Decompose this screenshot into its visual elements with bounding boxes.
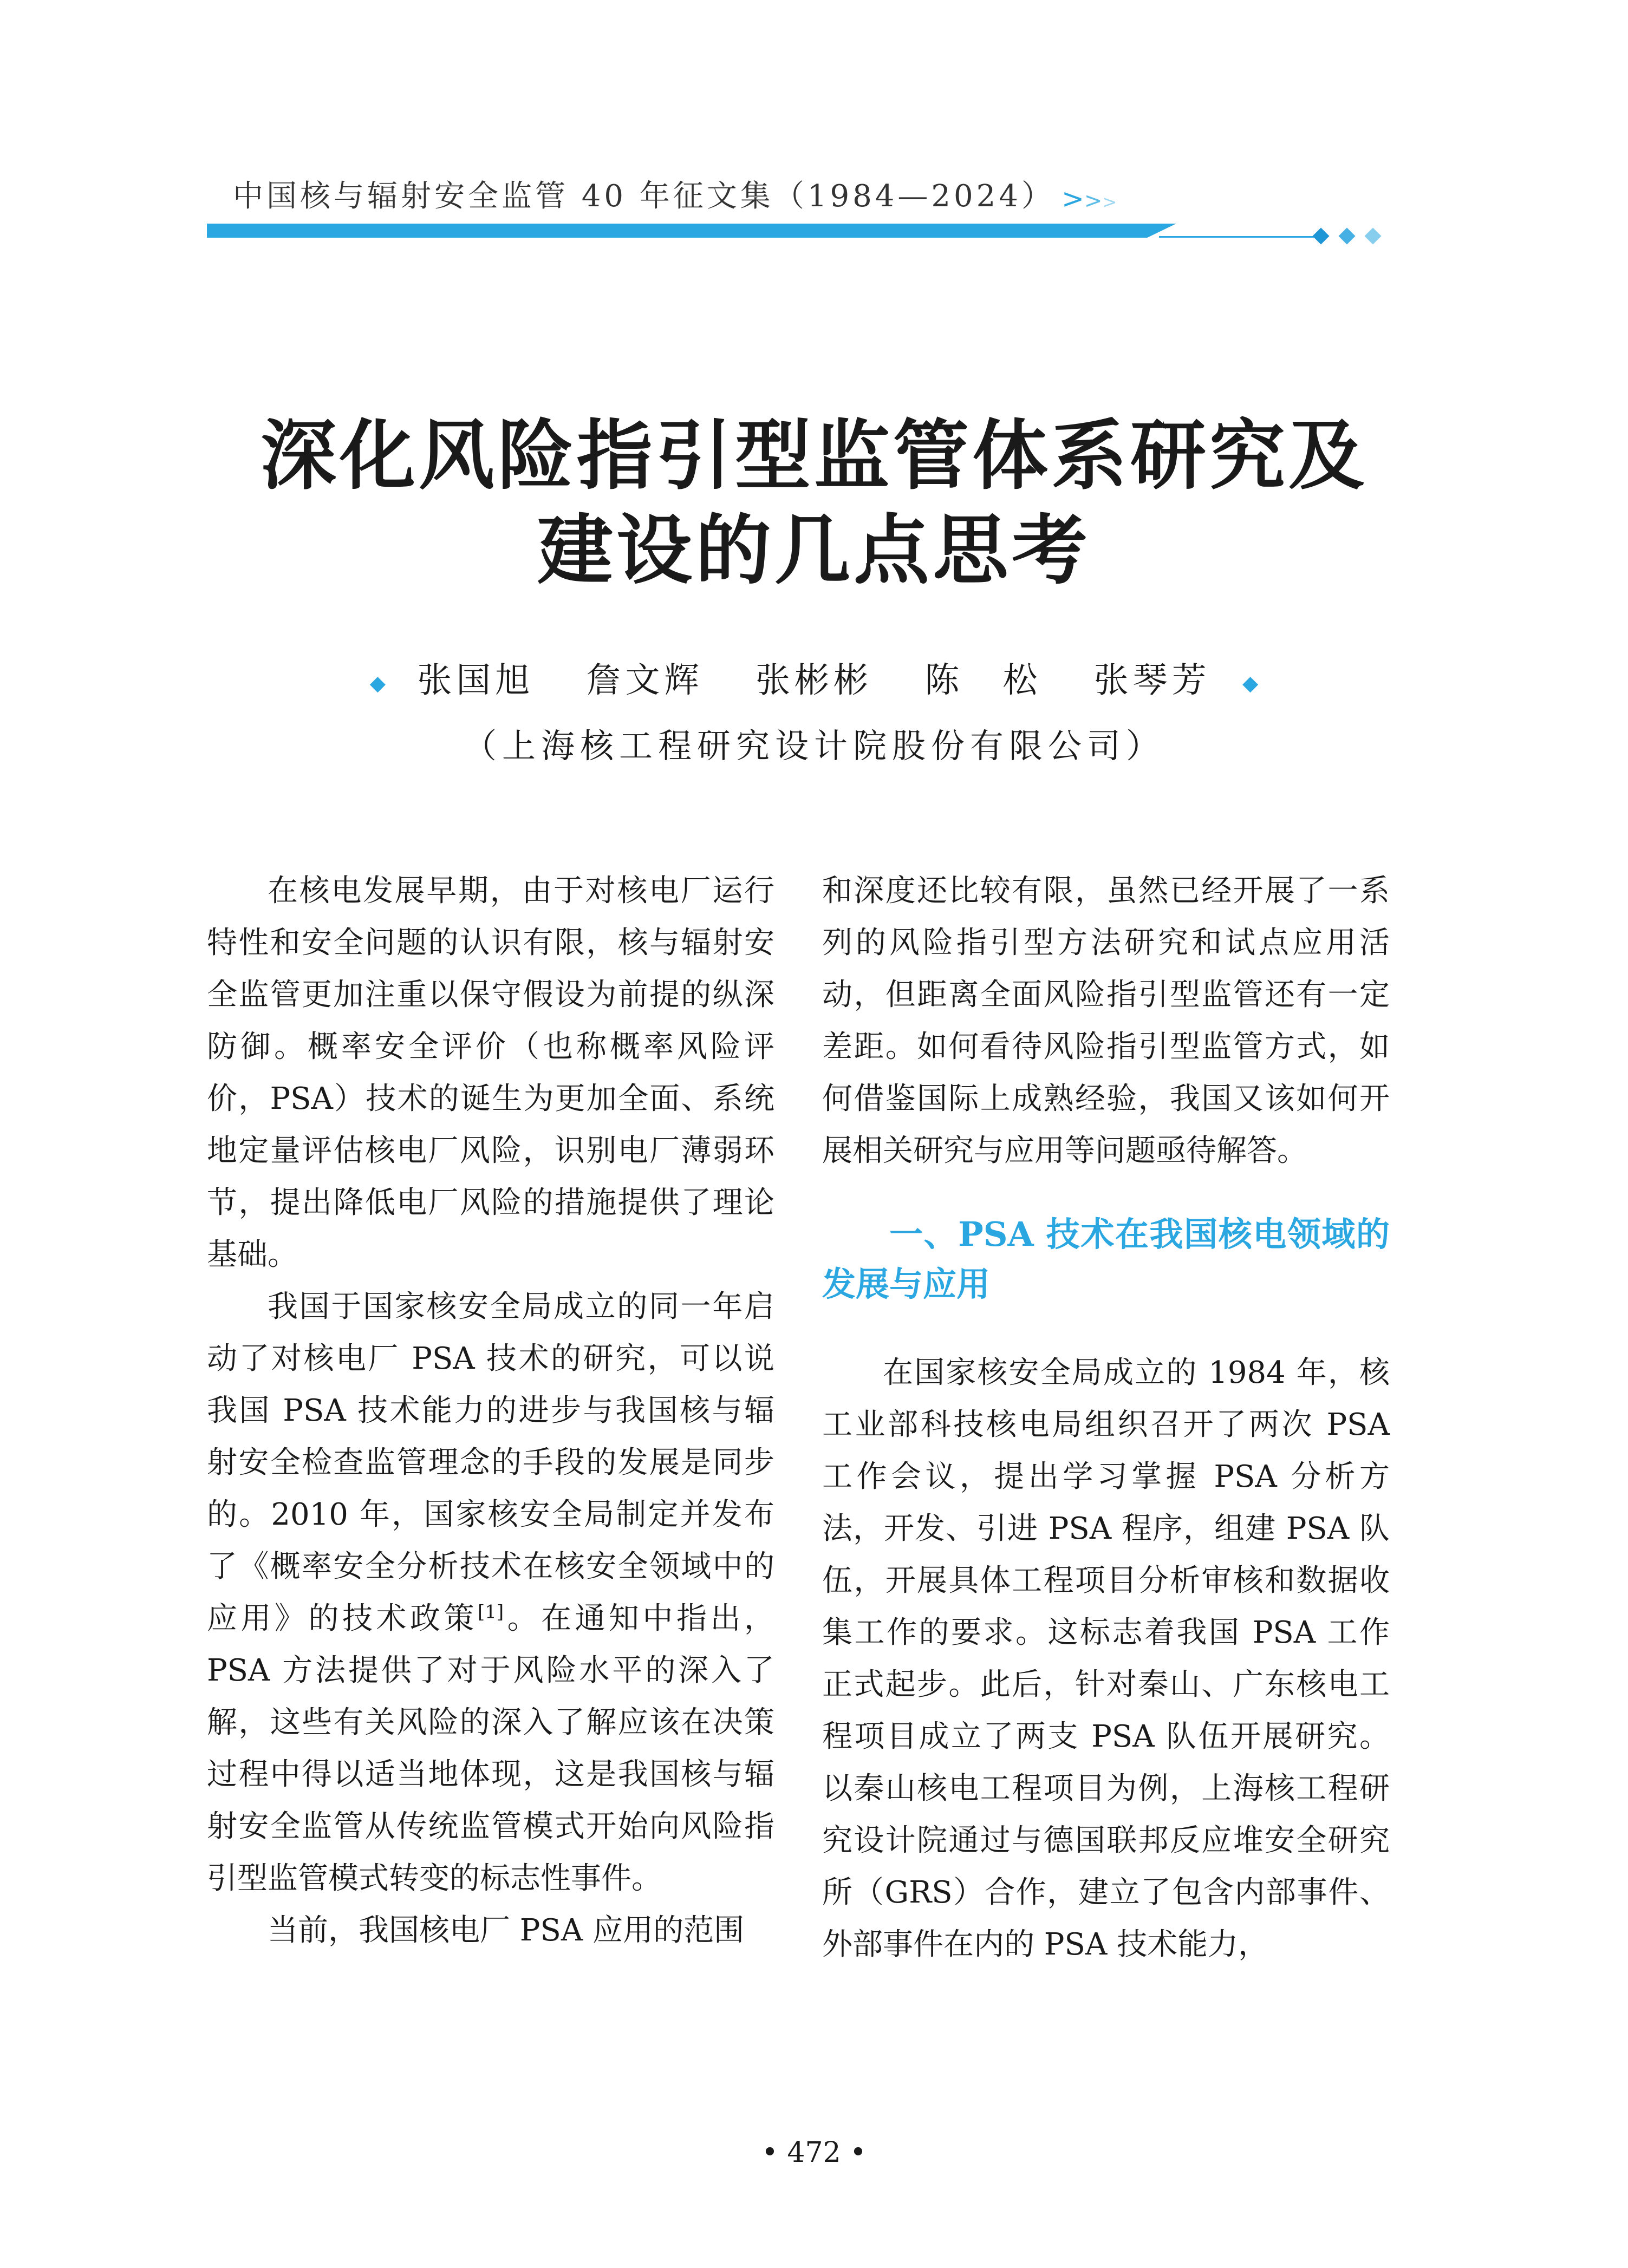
left-column bbox=[207, 865, 774, 1957]
diamond-bullet-icon: ◆ bbox=[369, 671, 386, 695]
arrow-small-icon: > bbox=[1102, 192, 1117, 212]
diamond-icon bbox=[1364, 227, 1381, 244]
body-paragraph-continued: 和深度还比较有限，虽然已经开展了一系列的风险指引型方法研究和试点应用活动，但距离全面风险指引型监管还有一定差距。如何看待风险指引型监管方式，如何借鉴国际上成熟经验，我国又该如何开展相关研究与应用等问题亟待解答。 bbox=[822, 873, 1390, 1168]
right-column bbox=[822, 865, 1390, 1971]
author-name: 陈 松 bbox=[924, 661, 1042, 701]
arrow-medium-icon: > bbox=[1084, 188, 1103, 213]
page-number: • 472 • bbox=[761, 2136, 867, 2169]
diamond-icon bbox=[1312, 227, 1329, 244]
author-list bbox=[0, 652, 1628, 702]
article-title-line-2: 建设的几点思考 bbox=[537, 506, 1091, 595]
author-affiliation: （上海核工程研究设计院股份有限公司） bbox=[463, 726, 1165, 766]
citation-ref: [1] bbox=[477, 1601, 504, 1623]
running-header-title: 中国核与辐射安全监管 40 年征文集（1984—2024） bbox=[233, 179, 1055, 214]
section-heading: 一、PSA 技术在我国核电领域的发展与应用 bbox=[822, 1214, 1390, 1304]
author-name: 张彬彬 bbox=[756, 661, 872, 701]
body-paragraph: 在国家核安全局成立的 1984 年，核工业部科技核电局组织召开了两次 PSA 工作会议，提出学习掌握 PSA 分析方法，开发、引进 PSA 程序，组建 PSA 队伍，开展具体工程项目分析审核和数据收集工作的要求。这标志着我国 PSA 工作正式起步。此后，针对秦山、广东核电工程项目成立了两支 PSA 队伍开展研究。以秦山核电工程项目为例，上海核工程研究设计院通过与德国联邦反应堆安全研究所（GRS）合作，建立了包含内部事件、外部事件在内的 PSA 技术能力， bbox=[822, 1355, 1390, 1962]
header-accent-line bbox=[1159, 236, 1316, 238]
header-arrows-icon bbox=[1062, 183, 1117, 214]
paragraph-text: 。在通知中指出，PSA 方法提供了对于风险水平的深入了解，这些有关风险的深入了解应该在决策过程中得以适当地体现，这是我国核与辐射安全监管从传统监管模式开始向风险指引型监管模式转变的标志性事件。 bbox=[207, 1601, 775, 1896]
author-name: 张琴芳 bbox=[1093, 661, 1211, 701]
header-diamonds bbox=[1315, 230, 1393, 244]
paragraph-text: 我国于国家核安全局成立的同一年启动了对核电厂 PSA 技术的研究，可以说我国 PSA 技术能力的进步与我国核与辐射安全检查监管理念的手段的发展是同步的。2010 年，国家核安全局制定并发布了《概率安全分析技术在核安全领域中的应用》的技术政策 bbox=[207, 1289, 774, 1636]
diamond-icon bbox=[1338, 227, 1355, 244]
header-accent-bar bbox=[207, 224, 1176, 238]
author-name: 詹文辉 bbox=[586, 661, 704, 701]
body-paragraph bbox=[207, 1281, 774, 1905]
article-title-line-1: 深化风险指引型监管体系研究及 bbox=[260, 411, 1367, 500]
author-name: 张国旭 bbox=[417, 661, 535, 701]
arrow-large-icon: > bbox=[1062, 183, 1084, 214]
body-paragraph: 在核电发展早期，由于对核电厂运行特性和安全问题的认识有限，核与辐射安全监管更加注重以保守假设为前提的纵深防御。概率安全评价（也称概率风险评价，PSA）技术的诞生为更加全面、系统地定量评估核电厂风险，识别电厂薄弱环节，提出降低电厂风险的措施提供了理论基础。 bbox=[207, 873, 774, 1272]
diamond-bullet-icon: ◆ bbox=[1242, 671, 1259, 695]
body-paragraph: 当前，我国核电厂 PSA 应用的范围 bbox=[268, 1913, 745, 1948]
